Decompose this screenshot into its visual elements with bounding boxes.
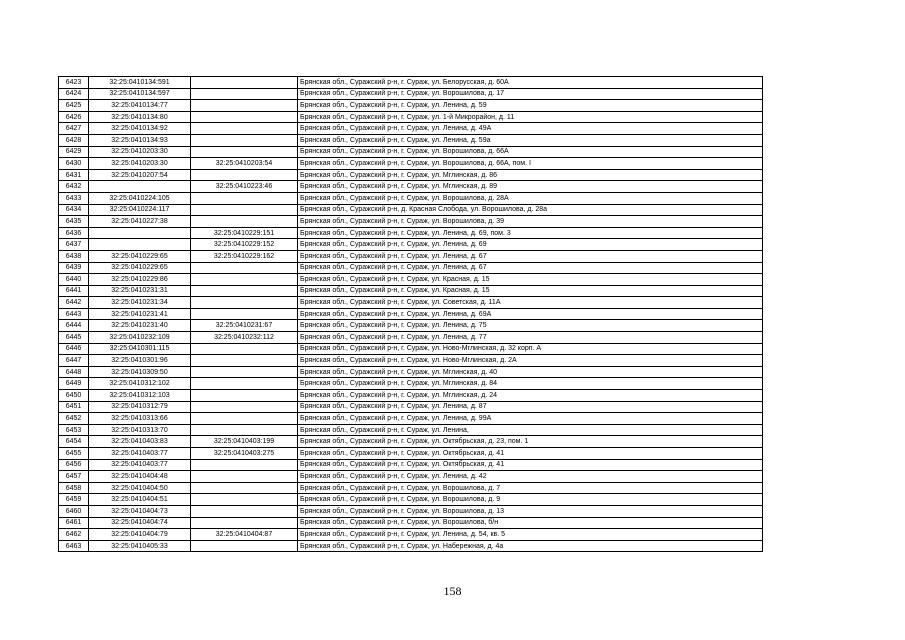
address-cell: Брянская обл., Суражский р-н, г. Сураж, ул. Ленина, д. 67 [298, 250, 763, 262]
row-number-cell: 6429 [59, 146, 89, 158]
cadastral-number-cell: 32:25:0410405:33 [89, 540, 191, 552]
table-row [59, 459, 763, 471]
address-cell: Брянская обл., Суражский р-н, г. Сураж, ул. Мглинская, д. 24 [298, 390, 763, 402]
cadastral-number-cell: 32:25:0410313:66 [89, 413, 191, 425]
parent-cadastral-number-cell [191, 378, 298, 390]
cadastral-number-cell: 32:25:0410207:54 [89, 169, 191, 181]
parent-cadastral-number-cell: 32:25:0410223:46 [191, 181, 298, 193]
cadastral-number-cell: 32:25:0410301:115 [89, 343, 191, 355]
parent-cadastral-number-cell [191, 297, 298, 309]
table-row [59, 262, 763, 274]
parent-cadastral-number-cell [191, 308, 298, 320]
address-cell: Брянская обл., Суражский р-н, г. Сураж, ул. Мглинская, д. 84 [298, 378, 763, 390]
registry-table [58, 76, 763, 552]
table-row [59, 529, 763, 541]
cadastral-number-cell: 32:25:0410224:105 [89, 192, 191, 204]
address-cell: Брянская обл., Суражский р-н, г. Сураж, ул. 1-й Микрорайон, д. 11 [298, 111, 763, 123]
cadastral-number-cell: 32:25:0410229:86 [89, 274, 191, 286]
table-row [59, 77, 763, 89]
address-cell: Брянская обл., Суражский р-н, г. Сураж, ул. Октябрьская, д. 41 [298, 459, 763, 471]
table-row [59, 123, 763, 135]
cadastral-number-cell: 32:25:0410134:93 [89, 134, 191, 146]
cadastral-number-cell: 32:25:0410232:109 [89, 332, 191, 344]
table-row [59, 308, 763, 320]
parent-cadastral-number-cell [191, 77, 298, 89]
cadastral-number-cell: 32:25:0410231:34 [89, 297, 191, 309]
table-row [59, 146, 763, 158]
row-number-cell: 6460 [59, 505, 89, 517]
address-cell: Брянская обл., Суражский р-н, г. Сураж, ул. Ленина, д. 54, кв. 5 [298, 529, 763, 541]
table-row [59, 355, 763, 367]
row-number-cell: 6437 [59, 239, 89, 251]
parent-cadastral-number-cell [191, 505, 298, 517]
row-number-cell: 6427 [59, 123, 89, 135]
address-cell: Брянская обл., Суражский р-н, г. Сураж, ул. Октябрьская, д. 23, пом. 1 [298, 436, 763, 448]
address-cell: Брянская обл., Суражский р-н, г. Сураж, ул. Ворошилова, д. 9 [298, 494, 763, 506]
table-row [59, 390, 763, 402]
row-number-cell: 6430 [59, 158, 89, 170]
parent-cadastral-number-cell: 32:25:0410229:151 [191, 227, 298, 239]
parent-cadastral-number-cell: 32:25:0410232:112 [191, 332, 298, 344]
parent-cadastral-number-cell: 32:25:0410229:162 [191, 250, 298, 262]
address-cell: Брянская обл., Суражский р-н, г. Сураж, ул. Ленина, д. 87 [298, 401, 763, 413]
table-row [59, 320, 763, 332]
address-cell: Брянская обл., Суражский р-н, г. Сураж, ул. Ворошилова, д. 66А [298, 146, 763, 158]
address-cell: Брянская обл., Суражский р-н, г. Сураж, ул. Ленина, д. 69 [298, 239, 763, 251]
cadastral-number-cell: 32:25:0410404:73 [89, 505, 191, 517]
cadastral-number-cell: 32:25:0410227:38 [89, 216, 191, 228]
parent-cadastral-number-cell [191, 285, 298, 297]
address-cell: Брянская обл., Суражский р-н, г. Сураж, ул. Октябрьская, д. 41 [298, 448, 763, 460]
parent-cadastral-number-cell: 32:25:0410203:54 [191, 158, 298, 170]
row-number-cell: 6457 [59, 471, 89, 483]
address-cell: Брянская обл., Суражский р-н, г. Сураж, ул. Мглинская, д. 89 [298, 181, 763, 193]
cadastral-number-cell: 32:25:0410301:96 [89, 355, 191, 367]
row-number-cell: 6436 [59, 227, 89, 239]
row-number-cell: 6435 [59, 216, 89, 228]
row-number-cell: 6446 [59, 343, 89, 355]
table-row [59, 332, 763, 344]
table-row [59, 494, 763, 506]
cadastral-number-cell: 32:25:0410404:50 [89, 482, 191, 494]
parent-cadastral-number-cell [191, 169, 298, 181]
row-number-cell: 6447 [59, 355, 89, 367]
parent-cadastral-number-cell [191, 482, 298, 494]
parent-cadastral-number-cell: 32:25:0410231:67 [191, 320, 298, 332]
parent-cadastral-number-cell [191, 540, 298, 552]
table-row [59, 285, 763, 297]
address-cell: Брянская обл., Суражский р-н, г. Сураж, ул. Ворошилова, д. 7 [298, 482, 763, 494]
cadastral-number-cell [89, 239, 191, 251]
table-row [59, 250, 763, 262]
row-number-cell: 6443 [59, 308, 89, 320]
cadastral-number-cell: 32:25:0410313:70 [89, 424, 191, 436]
row-number-cell: 6423 [59, 77, 89, 89]
address-cell: Брянская обл., Суражский р-н, г. Сураж, ул. Ленина, д. 75 [298, 320, 763, 332]
row-number-cell: 6432 [59, 181, 89, 193]
cadastral-number-cell: 32:25:0410404:79 [89, 529, 191, 541]
cadastral-number-cell: 32:25:0410312:102 [89, 378, 191, 390]
table-row [59, 88, 763, 100]
address-cell: Брянская обл., Суражский р-н, г. Сураж, ул. Ленина, д. 59 [298, 100, 763, 112]
parent-cadastral-number-cell [191, 355, 298, 367]
row-number-cell: 6449 [59, 378, 89, 390]
parent-cadastral-number-cell [191, 123, 298, 135]
address-cell: Брянская обл., Суражский р-н, г. Сураж, ул. Ленина, д. 42 [298, 471, 763, 483]
row-number-cell: 6441 [59, 285, 89, 297]
row-number-cell: 6456 [59, 459, 89, 471]
row-number-cell: 6440 [59, 274, 89, 286]
cadastral-number-cell: 32:25:0410312:79 [89, 401, 191, 413]
cadastral-number-cell: 32:25:0410403:83 [89, 436, 191, 448]
cadastral-number-cell: 32:25:0410134:591 [89, 77, 191, 89]
cadastral-number-cell: 32:25:0410404:48 [89, 471, 191, 483]
table-row [59, 204, 763, 216]
table-row [59, 100, 763, 112]
address-cell: Брянская обл., Суражский р-н, г. Сураж, ул. Набережная, д. 4а [298, 540, 763, 552]
row-number-cell: 6445 [59, 332, 89, 344]
row-number-cell: 6458 [59, 482, 89, 494]
address-cell: Брянская обл., Суражский р-н, г. Сураж, ул. Ново-Мглинская, д. 2А [298, 355, 763, 367]
row-number-cell: 6459 [59, 494, 89, 506]
row-number-cell: 6455 [59, 448, 89, 460]
address-cell: Брянская обл., Суражский р-н, г. Сураж, ул. Ленина, д. 67 [298, 262, 763, 274]
row-number-cell: 6439 [59, 262, 89, 274]
table-row [59, 181, 763, 193]
parent-cadastral-number-cell [191, 424, 298, 436]
cadastral-number-cell: 32:25:0410134:80 [89, 111, 191, 123]
parent-cadastral-number-cell [191, 517, 298, 529]
table-row [59, 134, 763, 146]
cadastral-number-cell: 32:25:0410403:77 [89, 459, 191, 471]
page-number: 158 [443, 584, 462, 598]
cadastral-number-cell [89, 227, 191, 239]
table-row [59, 158, 763, 170]
row-number-cell: 6462 [59, 529, 89, 541]
cadastral-number-cell: 32:25:0410134:597 [89, 88, 191, 100]
parent-cadastral-number-cell: 32:25:0410404:87 [191, 529, 298, 541]
table-row [59, 169, 763, 181]
parent-cadastral-number-cell: 32:25:0410403:199 [191, 436, 298, 448]
row-number-cell: 6452 [59, 413, 89, 425]
row-number-cell: 6454 [59, 436, 89, 448]
cadastral-number-cell: 32:25:0410229:65 [89, 250, 191, 262]
row-number-cell: 6461 [59, 517, 89, 529]
address-cell: Брянская обл., Суражский р-н, д. Красная Слобода, ул. Ворошилова, д. 28а [298, 204, 763, 216]
table-row [59, 471, 763, 483]
parent-cadastral-number-cell [191, 390, 298, 402]
address-cell: Брянская обл., Суражский р-н, г. Сураж, ул. Белорусская, д. 60А [298, 77, 763, 89]
row-number-cell: 6431 [59, 169, 89, 181]
parent-cadastral-number-cell [191, 134, 298, 146]
address-cell: Брянская обл., Суражский р-н, г. Сураж, ул. Ворошилова, д. 13 [298, 505, 763, 517]
cadastral-number-cell: 32:25:0410312:103 [89, 390, 191, 402]
parent-cadastral-number-cell [191, 262, 298, 274]
table-row [59, 448, 763, 460]
row-number-cell: 6425 [59, 100, 89, 112]
table-row [59, 424, 763, 436]
address-cell: Брянская обл., Суражский р-н, г. Сураж, ул. Ленина, д. 69А [298, 308, 763, 320]
parent-cadastral-number-cell [191, 88, 298, 100]
cadastral-number-cell: 32:25:0410403:77 [89, 448, 191, 460]
address-cell: Брянская обл., Суражский р-н, г. Сураж, ул. Ленина, д. 99А [298, 413, 763, 425]
address-cell: Брянская обл., Суражский р-н, г. Сураж, ул. Ворошилова, д. 39 [298, 216, 763, 228]
parent-cadastral-number-cell [191, 413, 298, 425]
table-row [59, 366, 763, 378]
row-number-cell: 6434 [59, 204, 89, 216]
table-row [59, 401, 763, 413]
table-row [59, 111, 763, 123]
row-number-cell: 6444 [59, 320, 89, 332]
parent-cadastral-number-cell [191, 274, 298, 286]
table-row [59, 239, 763, 251]
table-row [59, 413, 763, 425]
row-number-cell: 6426 [59, 111, 89, 123]
parent-cadastral-number-cell [191, 401, 298, 413]
row-number-cell: 6450 [59, 390, 89, 402]
parent-cadastral-number-cell [191, 366, 298, 378]
table-row [59, 540, 763, 552]
address-cell: Брянская обл., Суражский р-н, г. Сураж, ул. Ново-Мглинская, д. 32 корп. А [298, 343, 763, 355]
cadastral-number-cell: 32:25:0410231:41 [89, 308, 191, 320]
parent-cadastral-number-cell [191, 204, 298, 216]
row-number-cell: 6424 [59, 88, 89, 100]
parent-cadastral-number-cell [191, 471, 298, 483]
cadastral-number-cell: 32:25:0410203:30 [89, 146, 191, 158]
parent-cadastral-number-cell [191, 494, 298, 506]
parent-cadastral-number-cell: 32:25:0410403:275 [191, 448, 298, 460]
cadastral-number-cell: 32:25:0410134:92 [89, 123, 191, 135]
table-row [59, 517, 763, 529]
cadastral-number-cell [89, 181, 191, 193]
row-number-cell: 6438 [59, 250, 89, 262]
address-cell: Брянская обл., Суражский р-н, г. Сураж, ул. Ленина, [298, 424, 763, 436]
table-row [59, 505, 763, 517]
table-row [59, 216, 763, 228]
row-number-cell: 6463 [59, 540, 89, 552]
address-cell: Брянская обл., Суражский р-н, г. Сураж, ул. Ленина, д. 77 [298, 332, 763, 344]
cadastral-number-cell: 32:25:0410231:40 [89, 320, 191, 332]
parent-cadastral-number-cell: 32:25:0410229:152 [191, 239, 298, 251]
address-cell: Брянская обл., Суражский р-н, г. Сураж, ул. Ворошилова, д. 17 [298, 88, 763, 100]
row-number-cell: 6442 [59, 297, 89, 309]
address-cell: Брянская обл., Суражский р-н, г. Сураж, ул. Мглинская, д. 40 [298, 366, 763, 378]
parent-cadastral-number-cell [191, 459, 298, 471]
cadastral-number-cell: 32:25:0410231:31 [89, 285, 191, 297]
address-cell: Брянская обл., Суражский р-н, г. Сураж, ул. Мглинская, д. 86 [298, 169, 763, 181]
cadastral-number-cell: 32:25:0410404:74 [89, 517, 191, 529]
parent-cadastral-number-cell [191, 343, 298, 355]
address-cell: Брянская обл., Суражский р-н, г. Сураж, ул. Ленина, д. 69, пом. 3 [298, 227, 763, 239]
parent-cadastral-number-cell [191, 111, 298, 123]
table-row [59, 482, 763, 494]
address-cell: Брянская обл., Суражский р-н, г. Сураж, ул. Красная, д. 15 [298, 285, 763, 297]
address-cell: Брянская обл., Суражский р-н, г. Сураж, ул. Ленина, д. 59а [298, 134, 763, 146]
table-row [59, 192, 763, 204]
parent-cadastral-number-cell [191, 192, 298, 204]
cadastral-number-cell: 32:25:0410224:117 [89, 204, 191, 216]
address-cell: Брянская обл., Суражский р-н, г. Сураж, ул. Ворошилова, д. 66А, пом. I [298, 158, 763, 170]
table-row [59, 297, 763, 309]
address-cell: Брянская обл., Суражский р-н, г. Сураж, ул. Ворошилова, б/н [298, 517, 763, 529]
row-number-cell: 6433 [59, 192, 89, 204]
row-number-cell: 6428 [59, 134, 89, 146]
address-cell: Брянская обл., Суражский р-н, г. Сураж, ул. Советская, д. 11А [298, 297, 763, 309]
cadastral-number-cell: 32:25:0410134:77 [89, 100, 191, 112]
row-number-cell: 6453 [59, 424, 89, 436]
parent-cadastral-number-cell [191, 216, 298, 228]
row-number-cell: 6451 [59, 401, 89, 413]
table-row [59, 227, 763, 239]
address-cell: Брянская обл., Суражский р-н, г. Сураж, ул. Ворошилова, д. 28А [298, 192, 763, 204]
table-row [59, 274, 763, 286]
cadastral-number-cell: 32:25:0410229:65 [89, 262, 191, 274]
table-row [59, 378, 763, 390]
cadastral-number-cell: 32:25:0410309:50 [89, 366, 191, 378]
parent-cadastral-number-cell [191, 146, 298, 158]
cadastral-number-cell: 32:25:0410404:51 [89, 494, 191, 506]
address-cell: Брянская обл., Суражский р-н, г. Сураж, ул. Красная, д. 15 [298, 274, 763, 286]
table-row [59, 343, 763, 355]
table-row [59, 436, 763, 448]
parent-cadastral-number-cell [191, 100, 298, 112]
address-cell: Брянская обл., Суражский р-н, г. Сураж, ул. Ленина, д. 49А [298, 123, 763, 135]
registry-body [59, 77, 763, 552]
row-number-cell: 6448 [59, 366, 89, 378]
cadastral-number-cell: 32:25:0410203:30 [89, 158, 191, 170]
